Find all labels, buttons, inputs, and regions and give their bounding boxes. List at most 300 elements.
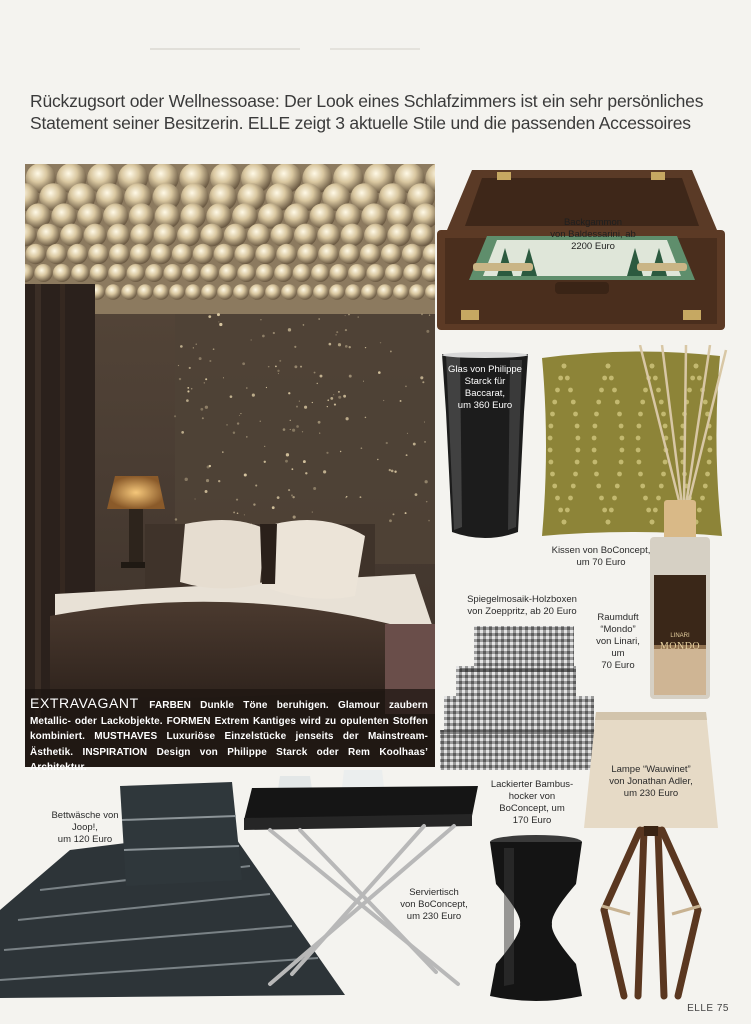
disco-ball [249,284,265,300]
wall-sparkle [314,372,316,374]
wall-sparkle [302,431,303,432]
disco-ball [271,224,294,247]
wall-sparkle [272,506,275,509]
disco-ball [37,224,60,247]
disco-ball [341,224,364,247]
wall-sparkle [428,520,430,522]
cushion-dot [555,388,560,393]
cushion-dot [575,436,580,441]
disco-ball [172,244,192,264]
wall-sparkle [288,489,290,491]
disco-ball [233,284,249,300]
style-caption [30,696,428,776]
wall-sparkle [186,399,189,402]
disco-ball [297,284,313,300]
disco-ball [402,244,422,264]
boxes-label [452,594,592,618]
wall-sparkle [429,314,430,315]
wall-sparkle [363,381,364,382]
disco-ball [127,264,145,282]
wall-sparkle [318,318,320,320]
caption-formen-tag: FORMEN [166,715,215,727]
wall-sparkle [208,315,211,318]
disco-ball [154,224,177,247]
wall-sparkle [264,461,266,463]
wall-sparkle [239,415,240,416]
wall-sparkle [400,400,402,402]
disco-ball [217,284,233,300]
wall-sparkle [345,315,346,316]
wall-sparkle [204,382,205,383]
wall-sparkle [304,406,307,409]
wall-sparkle [334,404,336,406]
wall-sparkle [277,370,279,372]
disco-ball [297,244,317,264]
tray-table-label-line: von BoConcept, [400,899,468,910]
glass-label-line: Starck für [464,376,506,387]
headline-line-2: Statement seiner Besitzerin. ELLE zeigt 3 aktuelle Stile und die passenden Accessoires [30,113,691,133]
cushion-dot [575,424,580,429]
wall-sparkle [326,452,328,454]
disco-ball [364,224,387,247]
disco-ball [381,244,401,264]
cushion-dot [592,448,597,453]
cushion-dot [602,376,607,381]
wall-sparkle [340,451,341,452]
disco-ball [265,284,281,300]
wall-sparkle [389,469,391,471]
wall-sparkle [237,422,239,424]
cushion-dot [615,400,620,405]
cushion-dot [619,460,624,465]
wall-sparkle [394,471,396,473]
cushion-dot [550,472,555,477]
disco-ball [90,264,108,282]
stool-label-line: hocker von [508,791,556,802]
wall-sparkle [240,413,241,414]
cushion-dot [606,520,611,525]
wall-sparkle [305,472,307,474]
disco-ball [311,264,329,282]
disco-ball [294,224,317,247]
cushion-dot [575,448,580,453]
wall-sparkle [424,421,425,422]
cushion-dot [565,508,570,513]
wall-sparkle [292,496,294,498]
disco-ball [367,264,385,282]
wall-sparkle [218,480,220,482]
wall-sparkle [345,329,347,331]
caption-inspiration-text: Design von Philippe Starck oder Rem Koolhaas’ Architektur. [30,746,429,773]
disco-ball [393,284,409,300]
disco-ball [137,284,153,300]
wall-sparkle [199,357,202,360]
wall-sparkle [420,376,423,379]
wall-sparkle [317,383,318,384]
wall-sparkle [202,417,204,419]
lamp-label-line: Lampe “Wauwinet” [611,764,691,775]
backgammon-label-line: 2200 Euro [571,241,615,252]
wall-sparkle [233,432,235,434]
disco-ball [361,284,377,300]
wall-sparkle [230,395,233,398]
wall-sparkle [425,480,428,483]
page-folio: ELLE 75 [687,1003,729,1014]
disco-ball [164,264,182,282]
lamp-label-line: von Jonathan Adler, [609,776,693,787]
disco-ball [201,224,224,247]
wall-sparkle [338,396,341,399]
cushion-dot [573,472,578,477]
diffuser-label-line: 70 Euro [601,660,635,671]
disco-ball [318,244,338,264]
wall-sparkle [236,499,238,501]
wall-sparkle [181,431,184,434]
cushion-dot [558,508,563,513]
cushion-dot [548,448,553,453]
cushion-dot [619,448,624,453]
disco-ball [385,264,403,282]
cushion-dot [573,412,578,417]
bedroom-photo [25,164,435,767]
wall-sparkle [180,345,183,348]
wall-sparkle [288,328,291,331]
caption-musthaves-text: Luxuriöse Einzelstücke jenseits der Mainstream-Ästhetik. [30,731,428,758]
cushion-dot [609,376,614,381]
cushion-dot [575,460,580,465]
wall-sparkle [294,346,296,348]
backgammon-label [533,217,653,253]
wall-sparkle [205,378,207,380]
diffuser-label-line: “Mondo” [600,624,636,635]
glass-label [436,364,534,412]
stool-image [486,834,586,1004]
disco-ball [388,224,411,247]
cushion-dot [594,412,599,417]
disco-ball [177,224,200,247]
cushion-dot [549,460,554,465]
bleed-through-text [150,42,550,56]
wall-sparkle [335,334,336,335]
disco-ball [313,284,329,300]
caption-formen-text: Extrem Kantiges wird zu opulenten Stoffen kombiniert. [30,715,428,742]
wall-sparkle [421,314,423,316]
caption-farben-tag: FARBEN [149,700,201,711]
wall-sparkle [252,394,255,397]
boxes-label-line: Spiegelmosaik-Holzboxen [467,594,577,605]
disco-ball [60,224,83,247]
wall-sparkle [185,478,188,481]
headline-line-1: Rückzugsort oder Wellnessoase: Der Look eines Schlafzimmers ist ein sehr persönliches [30,91,704,111]
disco-ball [247,224,270,247]
cushion-dot [549,424,554,429]
disco-ball [108,264,126,282]
wall-sparkle [406,454,408,456]
boxes-label-line: von Zoeppritz, ab 20 Euro [467,606,577,617]
disco-ball [151,244,171,264]
wall-sparkle [290,429,291,430]
disco-ball [237,264,255,282]
disco-ball [224,224,247,247]
cushion-dot [558,376,563,381]
wall-sparkle [217,313,220,316]
wall-sparkle [349,375,352,378]
bedding-label-line: Bettwäsche von [51,810,119,821]
wall-sparkle [194,498,195,499]
wall-sparkle [313,487,316,490]
wall-sparkle [187,390,189,392]
wall-sparkle [264,446,265,447]
wall-sparkle [345,497,347,499]
disco-ball [182,264,200,282]
cushion-label-line: Kissen von BoConcept, [551,545,651,556]
cushion-dot [592,436,597,441]
wall-sparkle [303,460,306,463]
cushion-label-line: um 70 Euro [576,557,626,568]
wall-sparkle [330,397,333,400]
bedding-label-line: um 120 Euro [57,834,113,845]
wall-sparkle [209,360,211,362]
wall-sparkle [294,365,297,368]
wall-sparkle [336,331,338,333]
disco-ball [256,264,274,282]
wall-sparkle [346,417,349,420]
wall-sparkle [424,441,426,443]
cushion-dot [619,436,624,441]
disco-ball [88,244,108,264]
wall-sparkle [312,402,313,403]
disco-ball [409,284,425,300]
disco-ball [329,284,345,300]
wall-sparkle [378,371,381,374]
cushion-dot [615,484,620,489]
disco-ball [214,244,234,264]
cushion-dot [593,460,598,465]
glass-label-line: Baccarat, [464,388,506,399]
wall-sparkle [390,351,392,353]
wall-sparkle [426,330,429,333]
wall-sparkle [327,399,329,401]
cushion-dot [550,412,555,417]
disco-ball [345,284,361,300]
wall-sparkle [327,406,328,407]
caption-musthaves-tag: MUSTHAVES [94,731,167,742]
wall-sparkle [407,433,408,434]
wall-sparkle [377,459,378,460]
wall-sparkle [333,394,334,395]
wall-sparkle [320,375,323,378]
cushion-dot [552,484,557,489]
stool-label-line: BoConcept, um [499,803,565,814]
disco-ball [109,244,129,264]
wall-sparkle [260,421,261,422]
wall-sparkle [222,451,224,453]
wall-sparkle [405,386,407,388]
wall-sparkle [312,511,313,512]
disco-ball [360,244,380,264]
wall-sparkle [293,516,296,519]
disco-ball [377,284,393,300]
glass-label-line: Glas von Philippe [448,364,522,375]
wall-sparkle [392,513,394,515]
wall-sparkle [296,425,299,428]
disco-ball [339,244,359,264]
cushion-dot [617,412,622,417]
wall-sparkle [179,378,181,380]
wall-sparkle [345,345,348,348]
cushion-dot [612,496,617,501]
wall-sparkle [405,512,407,514]
disco-ball [281,284,297,300]
cushion-dot [552,400,557,405]
wall-sparkle [283,428,286,431]
disco-ball [145,264,163,282]
wall-sparkle [200,408,203,411]
wall-sparkle [391,470,394,473]
stool-label [484,779,580,827]
cushion-dot [596,400,601,405]
caption-farben-text: Dunkle Töne beruhigen. Glamour zaubern Metallic- oder Lackobjekte. [30,700,428,727]
wall-sparkle [253,503,255,505]
wall-sparkle [174,415,176,417]
wall-sparkle [361,447,363,449]
stool-label-line: Lackierter Bambus- [490,779,574,790]
wall-sparkle [193,347,194,348]
wall-sparkle [255,485,257,487]
wall-sparkle [290,420,291,421]
wall-sparkle [323,470,326,473]
wall-sparkle [277,496,280,499]
wall-sparkle [275,366,277,368]
disco-ball [67,244,87,264]
wall-sparkle [233,511,235,513]
wall-sparkle [219,323,222,326]
cushion-dot [619,424,624,429]
wall-sparkle [285,460,288,463]
disco-ball [130,244,150,264]
wall-sparkle [178,365,179,366]
wall-sparkle [273,332,275,334]
wall-sparkle [260,319,261,320]
intro-headline [30,90,730,134]
wall-sparkle [262,335,265,338]
diffuser-label-line: von Linari, [596,636,640,647]
disco-ball [46,244,66,264]
wall-sparkle [338,343,341,346]
caption-lead: EXTRAVAGANT [30,695,150,711]
diffuser-brand: LINARI [670,633,690,639]
wall-sparkle [415,493,418,496]
wall-sparkle [291,494,293,496]
wall-sparkle [300,366,302,368]
cushion-dot [617,472,622,477]
cushion-dot [593,424,598,429]
wall-sparkle [389,519,392,522]
caption-inspiration-tag: INSPIRATION [82,746,157,758]
wall-sparkle [358,316,359,317]
disco-ball [276,244,296,264]
wall-sparkle [218,321,219,322]
disco-ball [235,244,255,264]
wall-sparkle [365,347,366,348]
wall-sparkle [413,443,416,446]
cushion-dot [562,520,567,525]
wall-sparkle [244,514,245,515]
diffuser-bottle-text: MONDO [659,641,701,652]
wall-sparkle [226,424,228,426]
wall-sparkle [189,367,191,369]
wall-sparkle [246,387,248,389]
disco-ball [293,264,311,282]
disco-ball [53,264,71,282]
tray-table-label [392,887,476,923]
cushion-dot [571,484,576,489]
wall-sparkle [251,339,252,340]
wall-sparkle [205,490,208,493]
diffuser-label-line: Raumduft [597,612,639,623]
wall-sparkle [191,388,193,390]
wall-sparkle [242,362,245,365]
disco-ball [411,224,434,247]
wall-sparkle [246,436,247,437]
wall-sparkle [318,421,321,424]
disco-ball [348,264,366,282]
cushion-dot [594,472,599,477]
wall-sparkle [175,518,177,520]
wall-sparkle [329,343,332,346]
wall-sparkle [213,348,215,350]
disco-ball [201,284,217,300]
wall-sparkle [338,391,340,393]
disco-ball [219,264,237,282]
disco-ball [185,284,201,300]
disco-ball [317,224,340,247]
wall-sparkle [319,432,320,433]
lamp-label [586,764,716,800]
cushion-dot [548,436,553,441]
wall-sparkle [187,387,189,389]
wall-sparkle [266,387,267,388]
lamp-label-line: um 230 Euro [623,788,679,799]
disco-ball [71,264,89,282]
stool-label-line: 170 Euro [512,815,552,826]
backgammon-label-line: Backgammon [563,217,623,228]
disco-ball [121,284,137,300]
wall-sparkle [422,381,424,383]
wall-sparkle [286,453,289,456]
wall-sparkle [205,406,208,409]
cushion-dot [562,364,567,369]
wall-sparkle [268,366,270,368]
cushion-dot [612,388,617,393]
cushion-dot [606,364,611,369]
disco-ball [105,284,121,300]
wall-sparkle [348,314,349,315]
cushion-dot [609,508,614,513]
cushion-dot [596,484,601,489]
glass-label-line: um 360 Euro [457,400,513,411]
backgammon-label-line: von Baldessarini, ab [550,229,636,240]
wall-sparkle [299,401,300,402]
wall-sparkle [209,465,211,467]
cushion-dot [568,388,573,393]
wall-sparkle [279,360,281,362]
wall-sparkle [278,373,279,374]
cushion-dot [599,496,604,501]
wall-sparkle [237,512,239,514]
disco-ball [201,264,219,282]
disco-ball [274,264,292,282]
